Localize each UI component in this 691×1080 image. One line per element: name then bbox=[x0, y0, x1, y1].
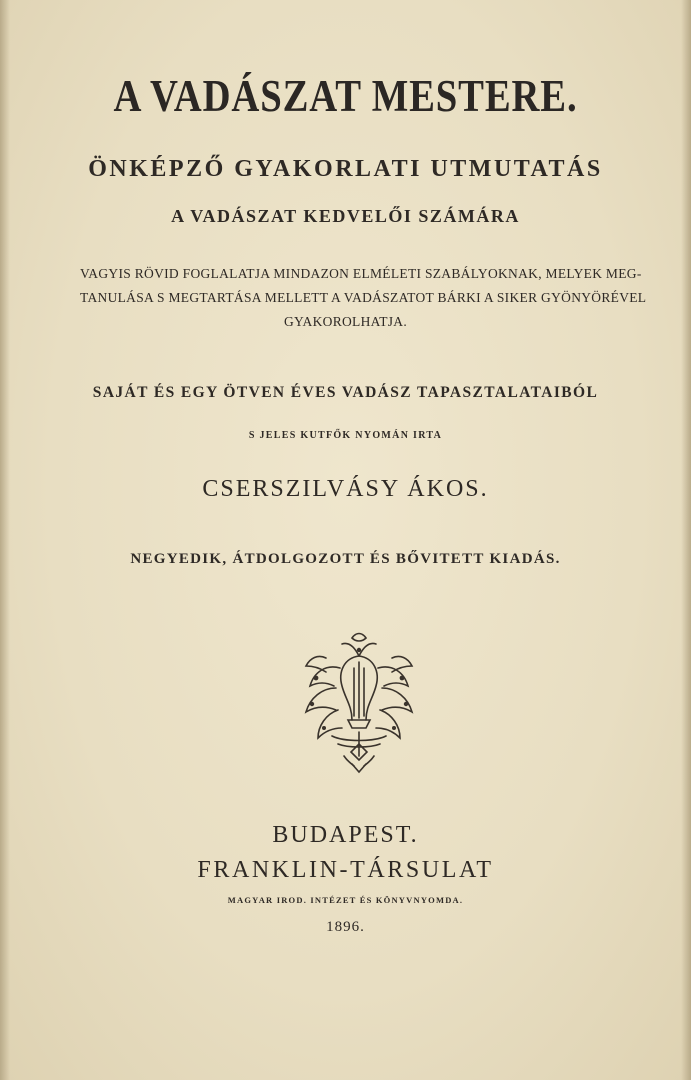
description-line: GYAKOROLHATJA. bbox=[283, 314, 408, 329]
subtitle-primary: ÖNKÉPZŐ GYAKORLATI UTMUTATÁS bbox=[88, 156, 603, 182]
author-name: CSERSZILVÁSY ÁKOS. bbox=[202, 476, 489, 502]
publication-year: 1896. bbox=[326, 919, 365, 935]
description-block bbox=[80, 262, 647, 334]
description-line: TANULÁSA S MEGTARTÁSA MELLETT A VADÁSZATOT BÁRKI A SIKER GYÖNYÖRÉVEL bbox=[80, 290, 647, 305]
publisher-emblem-icon bbox=[296, 628, 422, 778]
publisher-name: FRANKLIN-TÁRSULAT bbox=[197, 857, 494, 883]
press-line: MAGYAR IROD. INTÉZET ÉS KÖNYVNYOMDA. bbox=[227, 895, 464, 905]
publication-city: BUDAPEST. bbox=[272, 822, 419, 848]
subtitle-secondary: A VADÁSZAT KEDVELŐI SZÁMÁRA bbox=[171, 206, 520, 226]
experience-line: SAJÁT ÉS EGY ÖTVEN ÉVES VADÁSZ TAPASZTALATAIBÓL bbox=[92, 384, 599, 401]
sources-line: S JELES KUTFŐK NYOMÁN IRTA bbox=[248, 430, 443, 441]
book-title: A VADÁSZAT MESTERE. bbox=[113, 71, 578, 121]
description-line: VAGYIS RÖVID FOGLALATJA MINDAZON ELMÉLETI SZABÁLYOKNAK, MELYEK MEG- bbox=[80, 266, 642, 281]
edition-statement: NEGYEDIK, ÁTDOLGOZOTT ÉS BŐVITETT KIADÁS. bbox=[130, 551, 561, 567]
